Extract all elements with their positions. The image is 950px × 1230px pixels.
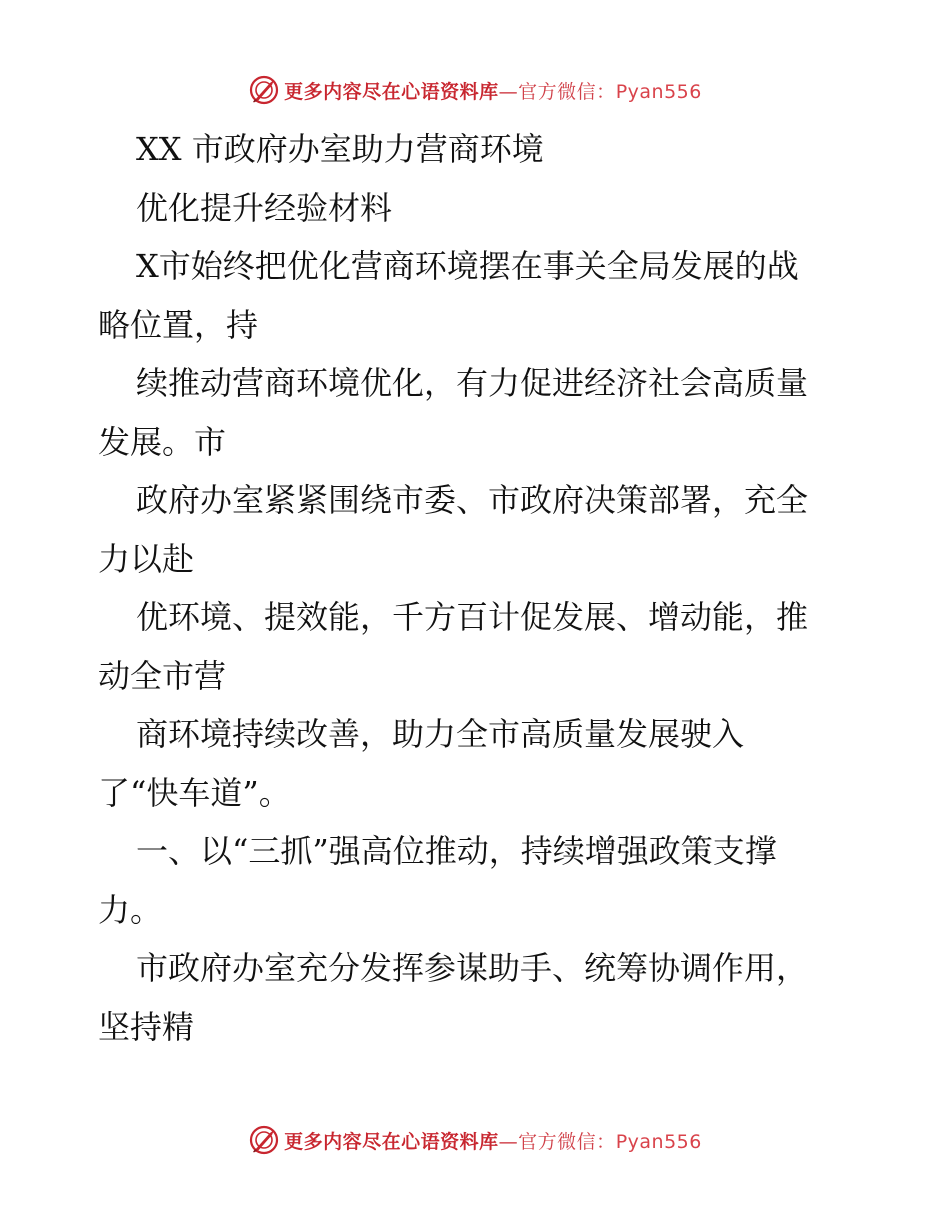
text-line: 发展。市 [98, 422, 227, 461]
banner-text [284, 1127, 702, 1154]
banner-library-text: 更多内容尽在心语资料库 [284, 1130, 499, 1153]
text-line: 商环境持续改善，助力全市高质量发展驶入 [136, 715, 745, 753]
text-line: 优化提升经验材料 [136, 188, 393, 227]
banner-dash: — [498, 80, 519, 103]
banner-official-label: 官方微信： [518, 1130, 616, 1153]
banner-wechat-id: Pyan556 [615, 1130, 702, 1153]
footer-banner [0, 1120, 950, 1160]
text-line: 动全市营 [98, 656, 227, 695]
brush-logo-icon [248, 1124, 280, 1156]
text-line: 力。 [98, 890, 163, 929]
text-line: 力以赴 [98, 539, 195, 578]
text-line: 了“快车道”。 [98, 773, 291, 812]
banner-library-text: 更多内容尽在心语资料库 [284, 80, 499, 103]
document-body [98, 120, 858, 1056]
banner-text [284, 77, 702, 104]
brush-logo-icon [248, 74, 280, 106]
text-line: 略位置，持 [98, 305, 259, 344]
banner-official-label: 官方微信： [518, 80, 616, 103]
text-line: X市始终把优化营商环境摆在事关全局发展的战 [136, 247, 799, 285]
text-line: 一、以“三抓”强高位推动，持续增强政策支撑 [136, 832, 777, 870]
text-line: 市政府办室充分发挥参谋助手、统筹协调作用， [136, 949, 809, 987]
text-line: 坚持精 [98, 1007, 195, 1046]
text-line: XX 市政府办室助力营商环境 [136, 130, 544, 168]
text-line: 续推动营商环境优化，有力促进经济社会高质量 [136, 364, 809, 402]
text-line: 优环境、提效能，千方百计促发展、增动能，推 [136, 598, 809, 636]
header-banner [0, 70, 950, 110]
text-line: 政府办室紧紧围绕市委、市政府决策部署，充全 [136, 481, 809, 519]
banner-wechat-id: Pyan556 [615, 80, 702, 103]
banner-dash: — [498, 1130, 519, 1153]
